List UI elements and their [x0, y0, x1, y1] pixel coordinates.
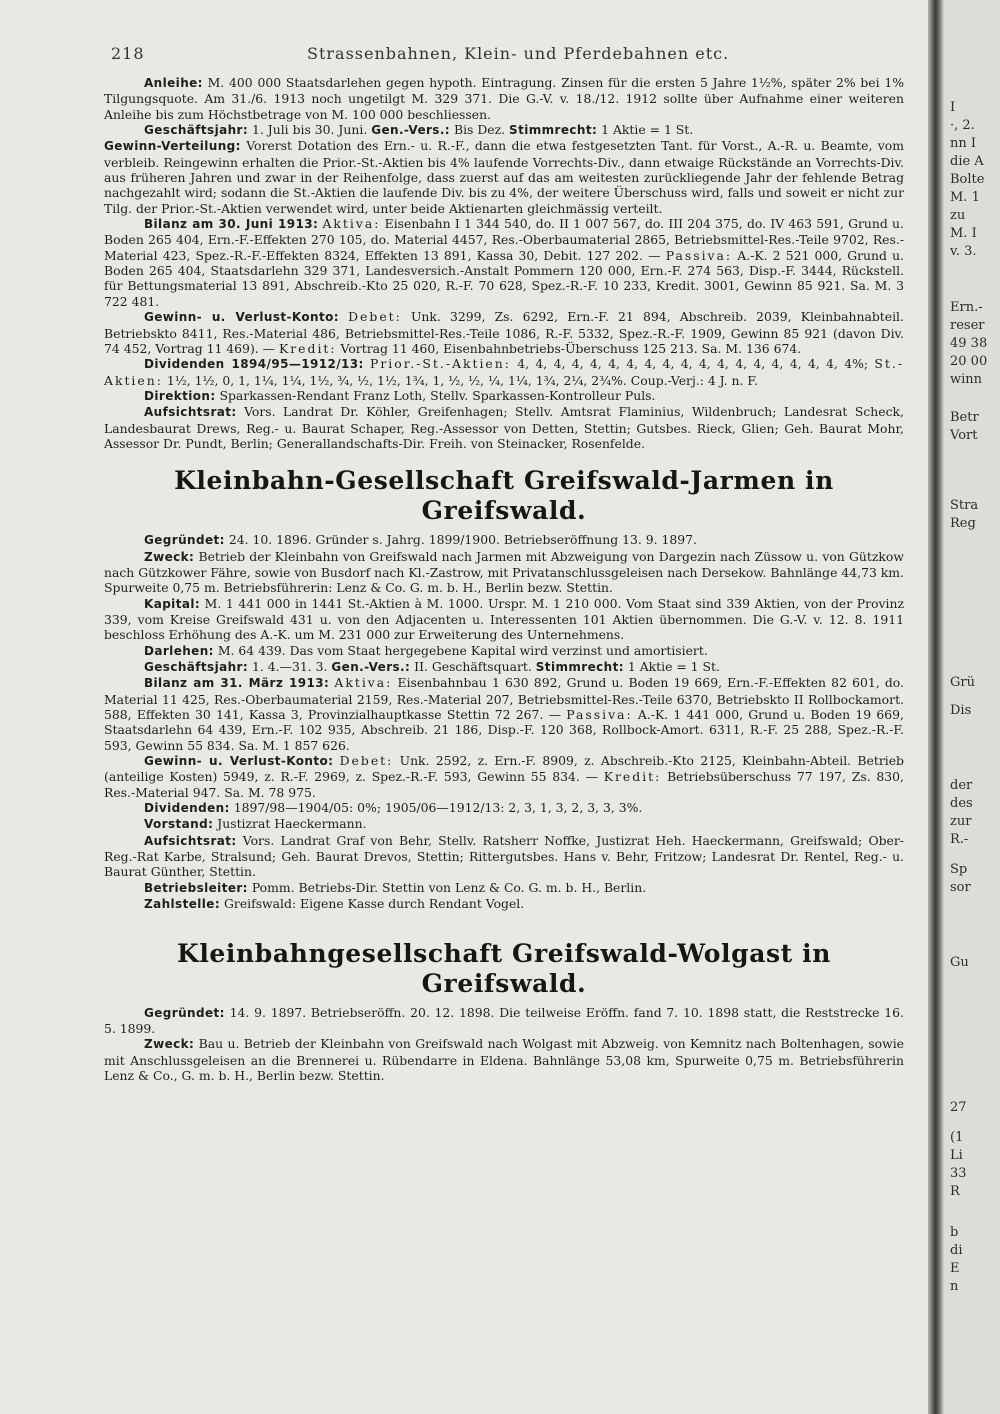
- s2-vorstand-paragraph: [104, 816, 904, 832]
- adjacent-page-fragment: Grü: [950, 675, 975, 690]
- s2-darlehen-label: Darlehen:: [144, 643, 214, 658]
- dividenden-label: Dividenden 1894/95—1912/13:: [144, 357, 364, 372]
- aufsichtsrat-text: Vors. Landrat Dr. Köhler, Greifenhagen; Stellv. Amtsrat Flaminius, Wildenbruch; Landesrat Scheck, Landesbaurat Drews, Reg.- u. Baurat Schaper, Reg.-Assessor von Detten, Stettin; Gutsbes. Rieck, Glien; Geh. Baurat Mohr, Assessor Dr. Pundt, Berlin; Generallandschafts-Dir. Freih. von Steinacker, Rosenfelde.: [104, 404, 904, 451]
- s2-zahlstelle-paragraph: [104, 896, 904, 912]
- s2-genvers-text: II. Geschäftsquart.: [414, 659, 532, 674]
- s2-kredit-text: Betriebsüberschuss 77 197, Zs. 830, Res.-Material 947. Sa. M. 78 975.: [104, 769, 904, 800]
- s2-aktiva-text: Eisenbahnbau 1 630 892, Grund u. Boden 19 669, Ern.-F.-Effekten 82 601, do. Material 11 425, Res.-Oberbaumaterial 2159, Res.-Material 207, Betriebsmittel-Res.-Teile 6370, Betriebskto II Rollbockamort. 588, Effekten 30 141, Kassa 3, Provinzialhauptkasse Stettin 72 267. —: [104, 675, 904, 723]
- adjacent-page-fragment: reser: [950, 318, 985, 333]
- s2-aufsichtsrat-text: Vors. Landrat Graf von Behr, Stellv. Ratsherr Noffke, Justizrat Heh. Haeckermann, Greifswald; Ober-Reg.-Rat Karbe, Stralsund; Geh. Baurat Drevos, Stettin; Rittergutsbes. Hans v. Behr, Fritzow; Landesrat Dr. Rentel, Reg.- u. Baurat Günther, Stettin.: [104, 832, 904, 880]
- s2-gegruendet-text: 24. 10. 1896. Gründer s. Jahrg. 1899/1900. Betriebseröffnung 13. 9. 1897.: [228, 532, 697, 548]
- s2-dividenden-text: 1897/98—1904/05: 0%; 1905/06—1912/13: 2, 3, 1, 3, 2, 3, 3, 3%.: [233, 800, 643, 816]
- s2-betriebsleiter-text: Pomm. Betriebs-Dir. Stettin von Lenz & Co. G. m. b. H., Berlin.: [251, 879, 647, 895]
- gewinnverteilung-text: Vorerst Dotation des Ern.- u. R.-F., dann die etwa festgesetzten Tant. für Vorst., A.-R. u. Beamte, vom verbleib. Reingewinn erhalten die Prior.-St.-Aktien bis 4% laufende Vorrechts-Div., dann etwaige Rückstände an Vorrechts-Div. aus früheren Jahren und zwar in der Reihenfolge, dass zuerst auf das am weitesten zurückliegende Jahr der fehlende Betrag nachgezahlt wird; sodann die St.-Aktien die laufende Div. bis zu 4%, der weitere Überschuss wird, falls und soweit er nicht zur Tilg. der Prior.-St.-Aktien verwendet wird, unter beide Aktienarten gleichmässig verteilt.: [104, 138, 904, 216]
- adjacent-page-fragment: v. 3.: [950, 244, 977, 259]
- adjacent-page-fragment: Reg: [950, 516, 976, 531]
- debet-label: Debet:: [348, 309, 402, 325]
- aktiva-label: Aktiva:: [322, 216, 381, 232]
- s2-kapital-label: Kapital:: [144, 596, 201, 611]
- s2-vorstand-text: Justizrat Haeckermann.: [217, 816, 367, 832]
- s2-kredit-label: Kredit:: [603, 769, 662, 785]
- geschaeftsjahr-label: Geschäftsjahr:: [144, 123, 249, 138]
- anleihe-paragraph: [104, 75, 904, 122]
- s2-stimmrecht-text: 1 Aktie = 1 St.: [627, 659, 720, 674]
- s3-gegruendet-text: 14. 9. 1897. Betriebseröffn. 20. 12. 1898. Die teilweise Eröffn. fand 7. 10. 1898 statt, die Reststrecke 16. 5. 1899.: [104, 1004, 904, 1036]
- s2-aktiva-label: Aktiva:: [334, 675, 393, 691]
- adjacent-page-fragment: Ern.-: [950, 300, 983, 315]
- staktien-label: St.-Aktien:: [104, 356, 904, 388]
- guv-label: Gewinn- u. Verlust-Konto:: [144, 310, 339, 325]
- genvers-label: Gen.-Vers.:: [371, 123, 451, 138]
- adjacent-page-fragment: Vort: [950, 428, 978, 443]
- adjacent-page-fragment: R.-: [950, 832, 969, 847]
- s2-stimmrecht-label: Stimmrecht:: [535, 660, 624, 674]
- adjacent-page-fragment: n: [950, 1279, 959, 1294]
- s2-zweck-paragraph: [104, 549, 904, 596]
- debet-text: Unk. 3299, Zs. 6292, Ern.-F. 21 894, Abschreib. 2039, Kleinbahnabteil. Betriebskto 8411, Res.-Material 486, Betriebsmittel-Res.-Teile 1086, R.-F. 5332, Spez.-R.-F. 1909, Gewinn 85 921 (davon Div. 74 452, Vortrag 11 469). —: [104, 309, 904, 356]
- s2-zweck-label: Zweck:: [144, 549, 195, 564]
- page-content: [104, 75, 904, 1083]
- adjacent-page-fragment: sor: [950, 880, 971, 895]
- adjacent-page-fragment: M. I: [950, 226, 977, 241]
- adjacent-page-fragment: Stra: [950, 498, 979, 513]
- adjacent-page-fragment: winn: [950, 372, 983, 387]
- adjacent-page-fragment: Dis: [950, 703, 972, 718]
- adjacent-page-fragment: 20 00: [950, 354, 988, 369]
- s3-zweck-text: Bau u. Betrieb der Kleinbahn von Greifswald nach Wolgast mit Abzweig. von Kemnitz nach Boltenhagen, sowie mit Anschlussgeleisen an die Brennerei u. Rübendarre in Eldena. Bahnlänge 53,08 km, Spurweite 0,75 m. Betriebsführerin Lenz & Co., G. m. b. H., Berlin bezw. Stettin.: [104, 1036, 904, 1083]
- bilanz-paragraph: [104, 216, 904, 309]
- s2-aufsichtsrat-label: Aufsichtsrat:: [144, 833, 237, 848]
- company-title-greifswald-jarmen: Kleinbahn-Gesellschaft Greifswald-Jarmen in Greifswald.: [174, 466, 834, 526]
- book-gutter: [928, 0, 944, 1414]
- s2-zahlstelle-label: Zahlstelle:: [144, 897, 221, 912]
- anleihe-text: M. 400 000 Staatsdarlehen gegen hypoth. Eintragung. Zinsen für die ersten 5 Jahre 1½%, später 2% bei 1% Tilgungsquote. Am 31./6. 1913 noch ungetilgt M. 329 371. Die G.-V. v. 18./12. 1912 sollte über Aufnahme einer weiteren Anleihe bis zum Höchstbetrage von M. 100 000 beschliessen.: [104, 75, 904, 122]
- adjacent-page-fragment: Betr: [950, 410, 979, 425]
- prior-label: Prior.-St.-Aktien:: [370, 356, 511, 372]
- bilanz-label: Bilanz am 30. Juni 1913:: [144, 217, 319, 232]
- s2-debet-text: Unk. 2592, z. Ern.-F. 8909, z. Abschreib.-Kto 2125, Kleinbahn-Abteil. Betrieb (anteilige Kosten) 5949, z. R.-F. 2969, z. Spez.-R.-F. 593, Gewinn 55 834. —: [104, 753, 904, 785]
- s2-zweck-text: Betrieb der Kleinbahn von Greifswald nach Jarmen mit Abzweigung von Dargezin nach Züssow u. von Gützkow nach Gützkower Fähre, sowie von Busdorf nach Kl.-Zastrow, mit Privatanschlussgeleisen nach Dersekow. Bahnlänge 44,73 km. Spurweite 0,75 m. Betriebsführerin: Lenz & Co. G. m. b. H., Berlin bezw. Stettin.: [104, 548, 904, 596]
- guv-paragraph: [104, 309, 904, 356]
- anleihe-label: Anleihe:: [144, 76, 203, 90]
- s2-aufsichtsrat-paragraph: [104, 833, 904, 880]
- adjacent-page-fragment: 49 38: [950, 336, 988, 351]
- adjacent-page-fragment: E: [950, 1261, 960, 1276]
- s2-kapital-paragraph: [104, 596, 904, 643]
- dividenden-paragraph: [104, 356, 904, 388]
- adjacent-page-fragment: des: [950, 796, 973, 811]
- s2-gegruendet-paragraph: [104, 532, 904, 548]
- adjacent-page-fragment: di: [950, 1243, 963, 1258]
- adjacent-page-fragment: zur: [950, 814, 972, 829]
- adjacent-page-fragment: R: [950, 1184, 960, 1199]
- s2-darlehen-paragraph: [104, 643, 904, 659]
- prior-text: 4, 4, 4, 4, 4, 4, 4, 4, 4, 4, 4, 4, 4, 4, 4, 4, 4, 4, 4%;: [517, 356, 869, 372]
- adjacent-page-fragment: I: [950, 100, 956, 115]
- s2-guv-paragraph: [104, 753, 904, 800]
- direktion-label: Direktion:: [144, 388, 216, 403]
- staktien-text: 1½, 1½, 0, 1, 1¼, 1¼, 1½, ¾, ½, 1½, 1¾, 1, ½, ½, ¼, 1¼, 1¾, 2¼, 2¾%. Coup.-Verj.: 4 J. n. F.: [166, 372, 759, 388]
- adjacent-page-fragment: Bolte: [950, 172, 985, 187]
- s2-zahlstelle-text: Greifswald: Eigene Kasse durch Rendant Vogel.: [224, 896, 525, 912]
- passiva-text: A.-K. 2 521 000, Grund u. Boden 265 404, Staatsdarlehn 329 371, Landesversich.-Anstalt Pommern 120 000, Ern.-F. 274 563, Disp.-F. 3444, Rückstell. für Bettungsmaterial 13 891, Abschreib.-Kto 25 020, R.-F. 70 628, Spez.-R.-F. 10 233, Kredit. 3001, Gewinn 85 921. Sa. M. 3 722 481.: [104, 247, 905, 309]
- s2-geschaeftsjahr-label: Geschäftsjahr:: [144, 660, 249, 674]
- adjacent-page-fragment: zu: [950, 208, 966, 223]
- adjacent-page-fragment: ·, 2.: [950, 118, 975, 133]
- stimmrecht-label: Stimmrecht:: [509, 123, 598, 138]
- adjacent-page-fragment: b: [950, 1225, 959, 1240]
- geschaeftsjahr-text: 1. Juli bis 30. Juni.: [252, 122, 368, 138]
- adjacent-page-fragment: 33: [950, 1166, 967, 1181]
- s3-gegruendet-label: Gegründet:: [144, 1005, 225, 1020]
- s2-vorstand-label: Vorstand:: [144, 817, 214, 832]
- s2-darlehen-text: M. 64 439. Das vom Staat hergegebene Kapital wird verzinst und amortisiert.: [217, 642, 708, 658]
- running-title: Strassenbahnen, Klein- und Pferdebahnen etc.: [307, 44, 730, 63]
- kredit-label: Kredit:: [279, 340, 337, 356]
- adjacent-page-fragment: Gu: [950, 955, 969, 970]
- adjacent-page-fragment: die A: [950, 154, 984, 169]
- adjacent-page-fragment: Sp: [950, 862, 968, 877]
- s3-gegruendet-paragraph: [104, 1005, 904, 1037]
- s2-bilanz-label: Bilanz am 31. März 1913:: [144, 676, 330, 691]
- stimmrecht-text: 1 Aktie = 1 St.: [601, 122, 694, 138]
- s2-guv-label: Gewinn- u. Verlust-Konto:: [144, 754, 334, 769]
- s2-dividenden-paragraph: [104, 800, 904, 816]
- adjacent-page-fragment: M. 1: [950, 190, 980, 205]
- adjacent-page-fragment: der: [950, 778, 973, 793]
- gewinnverteilung-label: Gewinn-Verteilung:: [104, 139, 241, 154]
- aufsichtsrat-label: Aufsichtsrat:: [144, 405, 237, 420]
- aufsichtsrat-paragraph: [104, 404, 904, 451]
- adjacent-page-fragment: nn I: [950, 136, 977, 151]
- direktion-text: Sparkassen-Rendant Franz Loth, Stellv. Sparkassen-Kontrolleur Puls.: [219, 387, 656, 403]
- s2-genvers-label: Gen.-Vers.:: [331, 660, 411, 674]
- kredit-text: Vortrag 11 460, Eisenbahnbetriebs-Überschuss 125 213. Sa. M. 136 674.: [340, 340, 802, 356]
- s2-passiva-text: A.-K. 1 441 000, Grund u. Boden 19 669, Staatsdarlehn 64 439, Ern.-F. 102 935, Abschreib. 21 186, Disp.-F. 120 368, Rollbock-Amort. 6311, R.-F. 25 288, Spez.-R.-F. 593, Gewinn 55 834. Sa. M. 1 857 626.: [104, 707, 904, 753]
- s2-geschaeftsjahr-text: 1. 4.—31. 3.: [252, 659, 328, 674]
- s2-betriebsleiter-label: Betriebsleiter:: [144, 880, 248, 895]
- s2-bilanz-paragraph: [104, 675, 904, 753]
- s3-zweck-label: Zweck:: [144, 1037, 195, 1052]
- s2-debet-label: Debet:: [339, 753, 394, 769]
- adjacent-page-fragment: Li: [950, 1148, 963, 1163]
- gewinnverteilung-paragraph: [104, 138, 904, 216]
- s2-kapital-text: M. 1 441 000 in 1441 St.-Aktien à M. 1000. Urspr. M. 1 210 000. Vom Staat sind 339 Aktien, von der Provinz 339, vom Kreise Greifswald 431 u. von den Adjacenten u. Interessenten 101 Aktien übernommen. Die G.-V. v. 12. 8. 1911 beschloss Erhöhung des A.-K. um M. 231 000 zur Erweiterung des Unternehmens.: [104, 595, 904, 643]
- s2-geschaeftsjahr-paragraph: [104, 659, 904, 675]
- direktion-paragraph: [104, 388, 904, 404]
- geschaeftsjahr-paragraph: [104, 122, 904, 138]
- genvers-text: Bis Dez.: [453, 122, 506, 138]
- adjacent-page-edge: [944, 0, 1000, 1414]
- adjacent-page-fragment: (1: [950, 1130, 964, 1145]
- aktiva-text: Eisenbahn I 1 344 540, do. II 1 007 567, do. III 204 375, do. IV 463 591, Grund u. Boden 265 404, Ern.-F.-Effekten 270 105, do. Material 4457, Res.-Oberbaumaterial 2865, Betriebsmittel-Res.-Teile 9702, Res.-Material 423, Spez.-R.-F.-Effekten 8324, Effekten 13 891, Kassa 30, Debit. 127 202. —: [104, 216, 904, 263]
- company-title-greifswald-wolgast: Kleinbahngesellschaft Greifswald-Wolgast in Greifswald.: [176, 938, 832, 998]
- passiva-label: Passiva:: [665, 247, 733, 263]
- page-number: 218: [111, 44, 145, 63]
- adjacent-page-fragment: 27: [950, 1100, 967, 1115]
- s2-dividenden-label: Dividenden:: [144, 801, 230, 816]
- s3-zweck-paragraph: [104, 1036, 904, 1083]
- s2-betriebsleiter-paragraph: [104, 880, 904, 896]
- s2-passiva-label: Passiva:: [566, 707, 633, 723]
- s2-gegruendet-label: Gegründet:: [144, 533, 225, 548]
